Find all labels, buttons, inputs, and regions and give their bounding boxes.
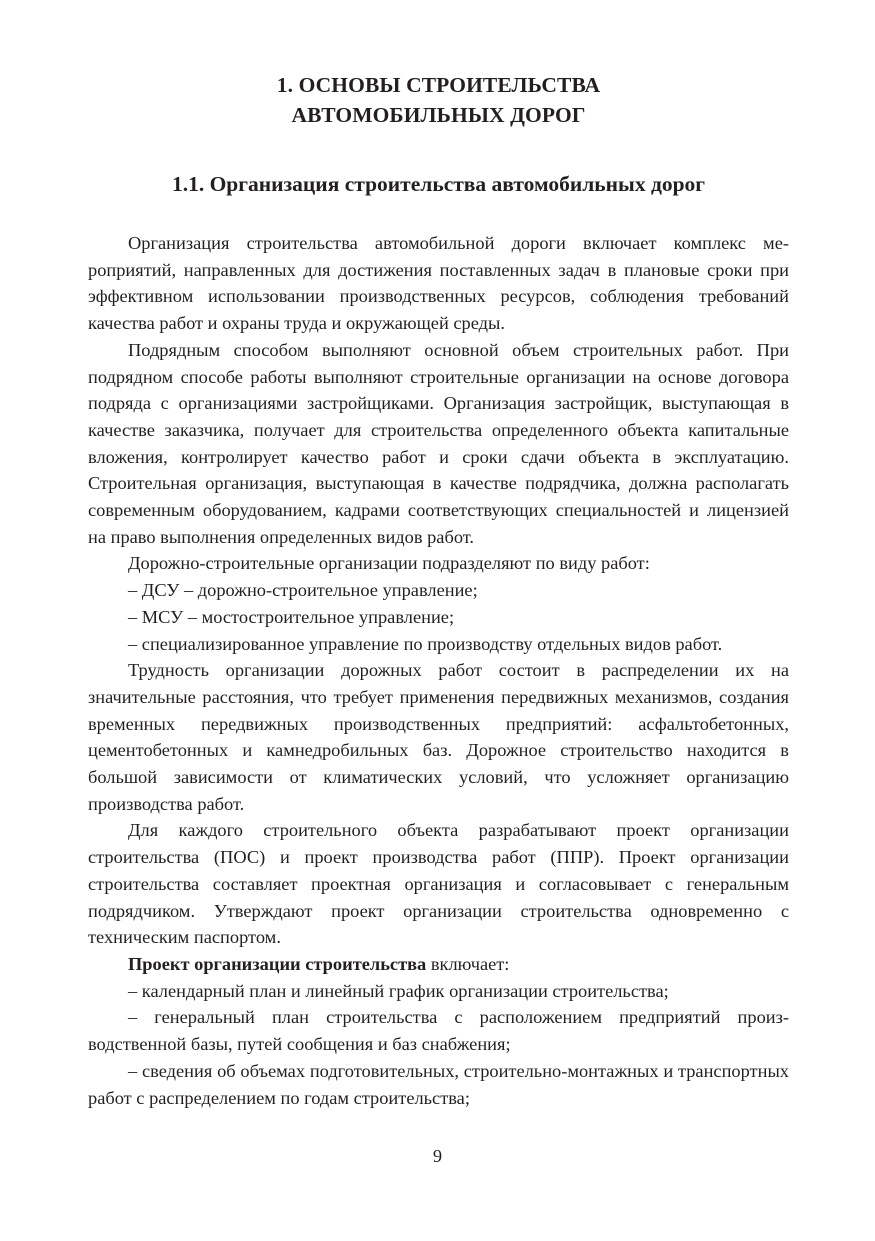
chapter-title-line-2: АВТОМОБИЛЬНЫХ ДОРОГ [291, 103, 586, 127]
chapter-title-line-1: 1. ОСНОВЫ СТРОИТЕЛЬСТВА [276, 73, 601, 97]
paragraph-5: Для каждого строительного объекта разрабатывают проект организации строительства (ПОС) и проект производства работ (ППР). Проект организации строительства составляет проектная организация и согласовывает с генеральным подрядчиком. Утверждают проект организации строительства одновременно с техническим паспортом. [88, 820, 789, 948]
list-item: – календарный план и линейный график организации строительства; [128, 980, 669, 1001]
paragraph-4: Трудность организации дорожных работ состоит в распределении их на значительные расстояния, что требует применения передвижных механизмов, создания временных передвижных производственных предприятий: асфальтобетонных, цементобетонных и камнедробильных баз. Дорожное строительство находится в большой зависимости от климатических условий, что усложняет организацию производства работ. [88, 660, 789, 814]
list-item: – специализированное управление по производству отдельных видов работ. [128, 633, 723, 654]
list-item: – МСУ – мостостроительное управление; [128, 606, 455, 627]
bold-term: Проект организации строительства [128, 953, 427, 974]
list-item: – сведения об объемах подготовительных, строительно-монтажных и транспортных работ с распределением по годам строительства; [88, 1060, 789, 1108]
paragraph-2: Подрядным способом выполняют основной объем строительных работ. При подрядном способе работы выполняют строительные организации на основе договора подряда с организациями застройщиками. Организация застройщик, выступающая в качестве заказчика, получает для строительства определенного объекта капитальные вложения, контролирует качество работ и сроки сдачи объекта в эксплуатацию. Строительная организация, выступающая в качестве подрядчика, должна располагать современным оборудованием, кадрами соответствующих специальностей и лицензией на право выполнения определенных видов работ. [88, 339, 789, 547]
page-number: 9 [432, 1146, 443, 1166]
paragraph-1: Организация строительства автомобильной дороги включает комплекс мероприятий, направленных для достижения поставленных задач в плановые сроки при эффективном использовании производственных ресурсов, соблюдения требований качества работ и охраны труда и окружающей среды. [88, 233, 789, 334]
list-item: – генеральный план строительства с расположением предприятий производственной базы, путей сообщения и баз снабжения; [88, 1007, 789, 1055]
paragraph-6-rest: включает: [426, 953, 510, 974]
chapter-title [88, 70, 789, 130]
body-text [88, 230, 789, 1111]
page-content [88, 70, 789, 1111]
paragraph-6 [88, 951, 789, 978]
section-title: 1.1. Организация строительства автомобильных дорог [171, 172, 706, 196]
list-item: – ДСУ – дорожно-строительное управление; [128, 580, 478, 601]
paragraph-3: Дорожно-строительные организации подразделяют по виду работ: [128, 553, 650, 574]
